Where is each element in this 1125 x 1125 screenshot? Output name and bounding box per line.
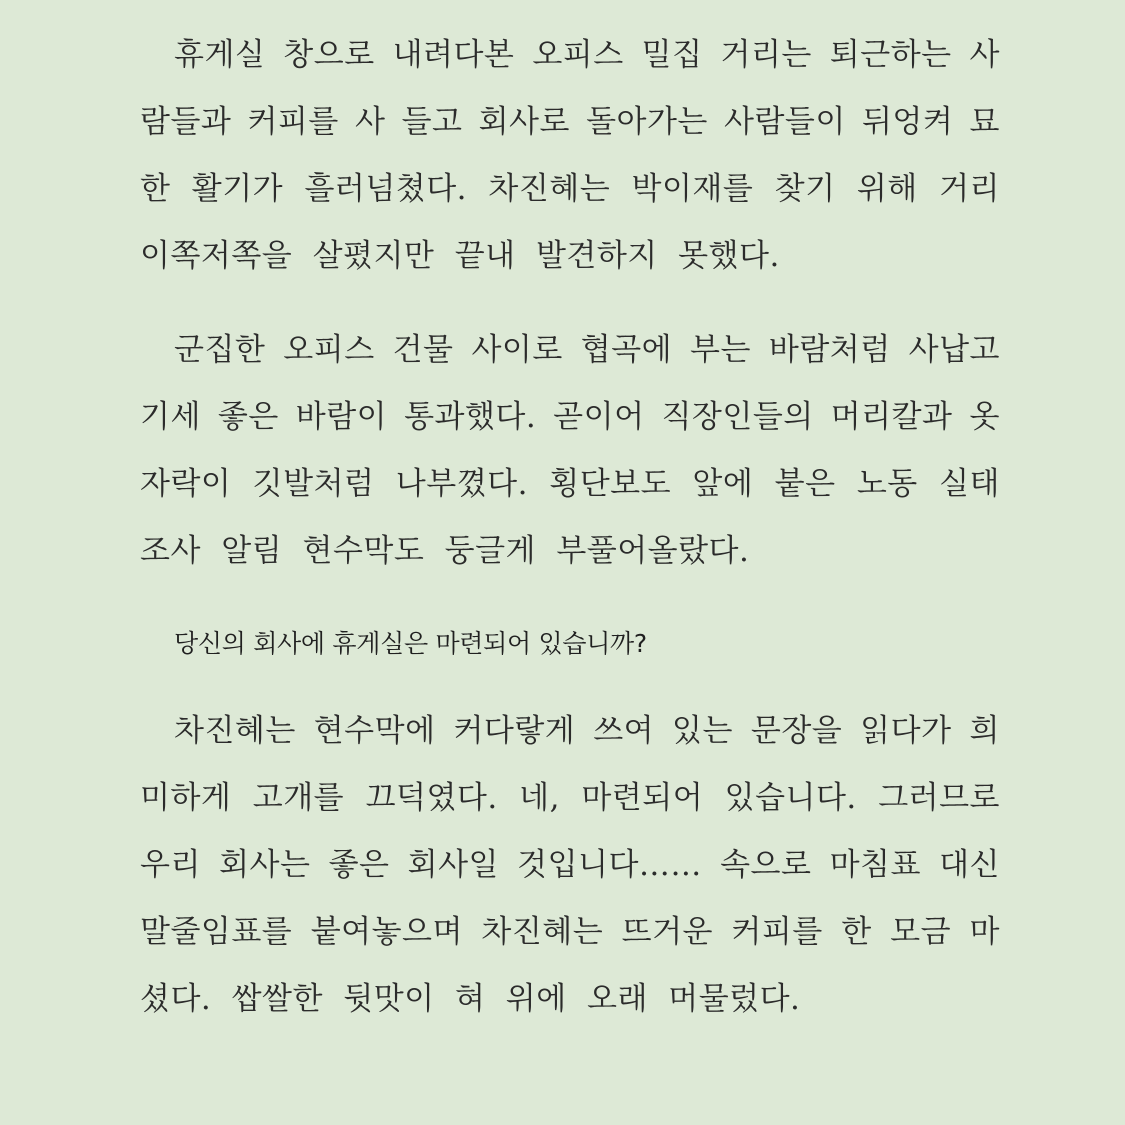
- text-word: 거리는: [720, 37, 812, 73]
- text-word: 군집한: [174, 332, 266, 368]
- text-word: 머리칼과: [830, 399, 953, 435]
- text-word: 바람처럼: [768, 332, 891, 368]
- text-word: 깃발처럼: [252, 466, 375, 502]
- paragraph-gap: [140, 290, 1000, 317]
- text-line: [140, 22, 1000, 89]
- text-word: 휴게실: [174, 37, 266, 73]
- paragraph-2: [140, 317, 1000, 585]
- text-word: 붙여놓으며: [310, 914, 463, 950]
- text-word: 차진혜는: [481, 914, 604, 950]
- text-word: 있습니다.: [724, 780, 857, 816]
- text-word: 묘: [969, 104, 1000, 140]
- text-word: 속으로: [720, 847, 812, 883]
- text-word: 자락이: [140, 466, 232, 502]
- text-word: 문장을: [750, 713, 843, 749]
- text-word: 쓰여: [593, 713, 655, 749]
- text-word: 말줄임표를: [140, 914, 293, 950]
- paragraph-gap: [140, 585, 1000, 612]
- text-word: 차진혜는: [174, 713, 296, 749]
- text-word: 흘러넘쳤다.: [304, 171, 468, 207]
- text-word: 있는: [672, 713, 733, 749]
- text-word: 사: [354, 104, 386, 140]
- text-line: [140, 451, 1000, 518]
- text-word: 찾기: [774, 171, 836, 207]
- text-word: 내려다본: [392, 37, 515, 73]
- text-word: 앞에: [692, 466, 754, 502]
- text-word: 고개를: [252, 780, 345, 816]
- text-word: 커피를: [247, 104, 339, 140]
- text-word: 건물: [392, 332, 454, 368]
- text-word: 곧이어: [553, 399, 645, 435]
- text-word: 옷: [969, 399, 1000, 435]
- text-word: 직장인들의: [661, 399, 814, 435]
- text-line: 이쪽저쪽을 살폈지만 끝내 발견하지 못했다.: [140, 238, 780, 274]
- text-word: 좋은: [328, 847, 390, 883]
- text-line: 조사 알림 현수막도 둥글게 부풀어올랐다.: [140, 533, 750, 569]
- text-word: 사람들이: [724, 104, 846, 140]
- text-word: 회사로: [478, 104, 570, 140]
- text-word: 거리: [939, 171, 1000, 207]
- text-word: 돌아가는: [586, 104, 708, 140]
- text-word: 미하게: [140, 780, 232, 816]
- text-word: 밀집: [641, 37, 703, 73]
- text-word: 실태: [939, 466, 1000, 502]
- text-word: 커피를: [731, 914, 823, 950]
- text-line: [140, 832, 1000, 899]
- text-word: 부는: [690, 332, 751, 368]
- text-word: 협곡에: [580, 332, 673, 368]
- text-line: [140, 899, 1000, 966]
- text-word: 사납고: [908, 332, 1000, 368]
- text-line: 셨다. 쌉쌀한 뒷맛이 혀 위에 오래 머물렀다.: [140, 981, 801, 1017]
- text-word: 네,: [519, 780, 560, 816]
- text-word: 위해: [856, 171, 918, 207]
- text-word: 박이재를: [631, 171, 754, 207]
- text-word: 것입니다……: [517, 847, 702, 883]
- text-word: 마: [969, 914, 1000, 950]
- text-word: 퇴근하는: [829, 37, 952, 73]
- paragraph-3: [140, 698, 1000, 1033]
- text-word: 들고: [401, 104, 463, 140]
- text-line: [140, 317, 1000, 384]
- text-word: 나부꼈다.: [395, 466, 528, 502]
- text-line: [140, 156, 1000, 223]
- text-line: [140, 765, 1000, 832]
- text-word: 그러므로: [878, 780, 1000, 816]
- text-word: 차진혜는: [488, 171, 611, 207]
- text-word: 읽다가: [860, 713, 952, 749]
- text-word: 오피스: [283, 332, 375, 368]
- text-word: 붙은: [774, 466, 836, 502]
- text-word: 현수막에: [313, 713, 436, 749]
- text-word: 커다랗게: [453, 713, 576, 749]
- text-word: 기세: [140, 399, 201, 435]
- text-word: 람들과: [140, 104, 232, 140]
- text-line: [140, 698, 1000, 765]
- text-word: 좋은: [217, 399, 279, 435]
- text-word: 횡단보도: [549, 466, 672, 502]
- text-word: 마침표: [829, 847, 921, 883]
- text-word: 한: [841, 914, 872, 950]
- text-line: [140, 384, 1000, 451]
- text-word: 한: [140, 171, 171, 207]
- text-word: 창으로: [283, 37, 375, 73]
- text-word: 뜨거운: [621, 914, 713, 950]
- text-word: 회사는: [219, 847, 311, 883]
- question-line: 당신의 회사에 휴게실은 마련되어 있습니까?: [174, 629, 647, 658]
- text-line: [140, 89, 1000, 156]
- text-word: 뒤엉켜: [861, 104, 954, 140]
- text-word: 통과했다.: [404, 399, 537, 435]
- text-word: 대신: [939, 847, 1000, 883]
- paragraph-gap: [140, 676, 1000, 698]
- text-word: 끄덕였다.: [365, 780, 498, 816]
- text-word: 우리: [140, 847, 201, 883]
- text-word: 모금: [890, 914, 952, 950]
- text-word: 사: [969, 37, 1000, 73]
- paragraph-1: [140, 22, 1000, 290]
- text-word: 활기가: [191, 171, 284, 207]
- text-word: 오피스: [532, 37, 624, 73]
- text-word: 희: [969, 713, 1000, 749]
- reader-text-body: [140, 22, 1000, 1033]
- text-word: 노동: [856, 466, 918, 502]
- text-word: 바람이: [295, 399, 388, 435]
- text-word: 회사일: [407, 847, 499, 883]
- text-word: 마련되어: [581, 780, 704, 816]
- text-word: 사이로: [471, 332, 563, 368]
